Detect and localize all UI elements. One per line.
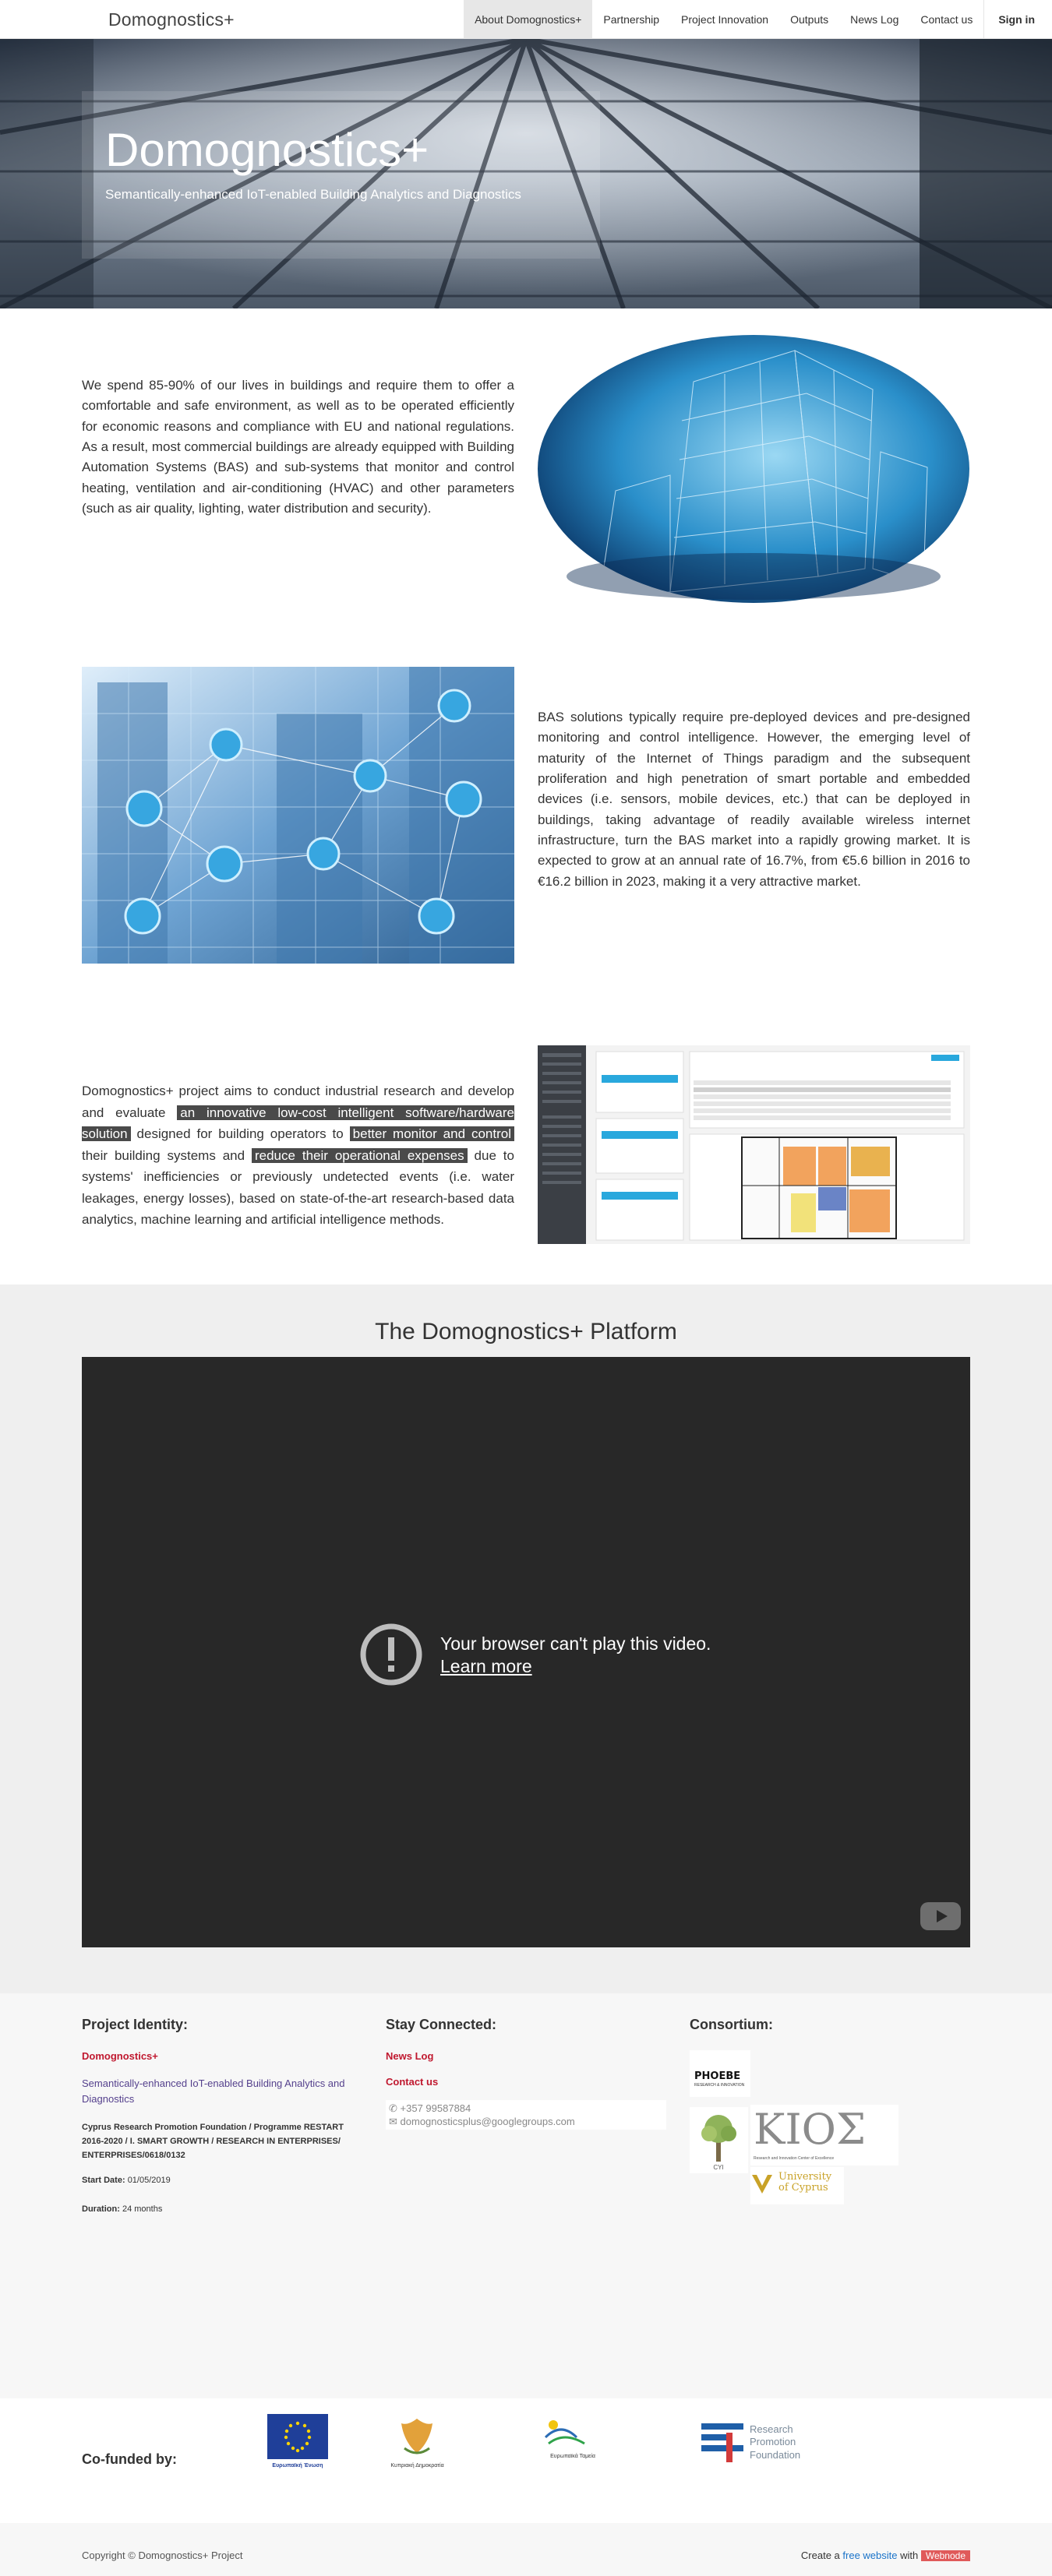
structural-funds-logo[interactable] bbox=[538, 2414, 608, 2469]
rpf-line2: Promotion bbox=[750, 2436, 796, 2448]
start-date-label: Start Date: bbox=[82, 2176, 125, 2186]
email-row bbox=[389, 2115, 663, 2128]
project-identity-heading: Project Identity: bbox=[82, 2017, 189, 2032]
video-player[interactable] bbox=[82, 1357, 970, 1947]
envelope-icon: ✉ bbox=[389, 2116, 397, 2127]
ucy-logo-line1: University bbox=[778, 2171, 832, 2183]
nav-item-outputs[interactable]: Outputs bbox=[790, 13, 829, 26]
video-error-text: Your browser can't play this video. bbox=[440, 1633, 711, 1654]
promo-with: with bbox=[897, 2550, 921, 2561]
free-website-link[interactable]: free website bbox=[842, 2550, 898, 2561]
video-error-message bbox=[440, 1633, 711, 1677]
iot-building-network-image bbox=[82, 667, 514, 964]
nav-item-project-innovation[interactable]: Project Innovation bbox=[681, 13, 769, 26]
programme-info: Cyprus Research Promotion Foundation / Programme RESTART 2016-2020 / I. SMART GROWTH / RESEARCH IN ENTERPRISES/ ENTERPRISES/0618/0132 bbox=[82, 2123, 344, 2161]
learn-more-link[interactable]: Learn more bbox=[440, 1656, 532, 1676]
duration-label: Duration: bbox=[82, 2204, 120, 2214]
warning-icon bbox=[358, 1622, 424, 1687]
footer-info bbox=[0, 1993, 1052, 2398]
bas-paragraph: BAS solutions typically require pre-deployed devices and pre-designed monitoring and control intelligence. However, the emerging level of maturity of the Internet of Things paradigm and the subsequent proliferation and high penetration of smart portable and embedded devices (i.e. sensors, mobile devices, etc.) that can be deployed in buildings, taking advantage of readily available wireless internet infrastructure, turn the BAS market into a rapidly growing market. It is expected to grow at an annual rate of 16.7%, from €5.6 billion in 2016 to €16.2 billion in 2023, making it a very attractive market. bbox=[538, 710, 970, 889]
aim-text-4: due to systems' inefficiencies or previously undetected events (i.e. water leakages, energy losses), based on state-of-the-art research-based data analytics, machine learning and artificial intelligence methods. bbox=[82, 1147, 514, 1228]
university-of-cyprus-logo[interactable] bbox=[750, 2167, 844, 2204]
rpf-emblem-icon bbox=[700, 2420, 745, 2465]
email-address[interactable]: domognosticsplus@googlegroups.com bbox=[400, 2116, 575, 2127]
duration-value: 24 months bbox=[122, 2204, 163, 2214]
ucy-logo-text bbox=[778, 2172, 831, 2194]
phone-icon: ✆ bbox=[389, 2102, 397, 2114]
contact-us-link[interactable]: Contact us bbox=[386, 2076, 439, 2088]
kios-logo[interactable] bbox=[750, 2105, 898, 2165]
cyi-logo-text: CYI bbox=[713, 2164, 724, 2171]
aim-text-2: designed for building operators to bbox=[130, 1126, 350, 1142]
hero-subtitle: Semantically-enhanced IoT-enabled Building Analytics and Diagnostics bbox=[105, 187, 521, 202]
site-logo[interactable]: Domognostics+ bbox=[108, 9, 235, 30]
eu-logo[interactable] bbox=[267, 2414, 328, 2475]
phoebe-logo-subtext: RESEARCH & INNOVATION bbox=[694, 2083, 745, 2088]
duration bbox=[82, 2202, 347, 2216]
project-aim-section bbox=[0, 1004, 1052, 1284]
phoebe-logo[interactable] bbox=[690, 2050, 750, 2097]
kios-logo-subtext: Research and Innovation Center of Excellence bbox=[754, 2156, 835, 2161]
cyprus-logo-text: Κυπριακή Δημοκρατία bbox=[390, 2463, 444, 2469]
platform-title: The Domognostics+ Platform bbox=[375, 1319, 677, 1344]
contact-box bbox=[386, 2100, 666, 2130]
consortium-logos bbox=[690, 2050, 908, 2229]
start-date-value: 01/05/2019 bbox=[127, 2176, 171, 2186]
youtube-icon[interactable] bbox=[920, 1902, 961, 1930]
webnode-badge[interactable]: Webnode bbox=[921, 2550, 970, 2561]
rpf-logo-text bbox=[750, 2423, 800, 2461]
promo-create: Create a bbox=[800, 2550, 843, 2561]
copyright-text: Copyright © Domognostics+ Project bbox=[82, 2550, 243, 2561]
aim-highlight-3: reduce their operational expenses bbox=[252, 1148, 468, 1163]
project-aim-paragraph bbox=[82, 1080, 514, 1231]
hero-banner bbox=[0, 39, 1052, 308]
nav-menu bbox=[464, 0, 1052, 39]
nav-item-news-log[interactable]: News Log bbox=[850, 13, 899, 26]
stay-connected-heading: Stay Connected: bbox=[386, 2017, 497, 2032]
start-date bbox=[82, 2173, 347, 2187]
bas-section bbox=[0, 634, 1052, 1004]
dashboard-screenshot-image bbox=[538, 1038, 970, 1244]
eu-flag-icon bbox=[267, 2414, 328, 2459]
esif-emblem-icon bbox=[538, 2414, 608, 2450]
cofunded-label: Co-funded by: bbox=[82, 2451, 177, 2467]
sign-in-button[interactable]: Sign in bbox=[983, 0, 1052, 39]
project-tagline: Semantically-enhanced IoT-enabled Building Analytics and Diagnostics bbox=[82, 2077, 345, 2105]
tree-icon bbox=[690, 2107, 748, 2173]
cyprus-republic-logo[interactable] bbox=[384, 2414, 450, 2475]
nav-item-partnership[interactable]: Partnership bbox=[603, 13, 660, 26]
rpf-line1: Research bbox=[750, 2423, 793, 2435]
intro-paragraph: We spend 85-90% of our lives in buildings and require them to offer a comfortable and safe environment, as well as to be operated efficiently for economic reasons and compliance with EU and national regulations. As a result, most commercial buildings are already equipped with Building Automation Systems (BAS) and sub-systems that monitor and control heating, ventilation and air-conditioning (HVAC) and other parameters (such as air quality, lighting, water distribution and security). bbox=[82, 378, 514, 516]
copyright-bar bbox=[0, 2523, 1052, 2576]
consortium-column bbox=[690, 2017, 923, 2229]
phone-row bbox=[389, 2102, 663, 2115]
consortium-heading: Consortium: bbox=[690, 2017, 773, 2032]
phone-number[interactable]: +357 99587884 bbox=[400, 2102, 471, 2114]
webnode-promo bbox=[801, 2550, 970, 2561]
project-identity-column bbox=[82, 2017, 347, 2216]
aim-highlight-1: an innovative low-cost intelligent software/hardware solution bbox=[82, 1105, 514, 1142]
kios-logo-text: ΚΙΟΣ bbox=[754, 2105, 867, 2154]
research-promotion-foundation-logo[interactable] bbox=[700, 2420, 817, 2475]
stay-connected-column bbox=[386, 2017, 666, 2130]
aim-highlight-2: better monitor and control bbox=[350, 1126, 514, 1141]
aim-text-3: their building systems and bbox=[82, 1147, 252, 1163]
project-name: Domognostics+ bbox=[82, 2050, 158, 2062]
wireframe-building-image bbox=[538, 335, 970, 604]
eu-logo-text: Ευρωπαϊκή Ένωση bbox=[272, 2463, 323, 2469]
cyi-logo[interactable] bbox=[690, 2107, 748, 2173]
esif-logo-text: Ευρωπαϊκά Ταμεία bbox=[550, 2454, 595, 2459]
platform-section bbox=[0, 1284, 1052, 1993]
top-nav bbox=[0, 0, 1052, 39]
nav-item-contact[interactable]: Contact us bbox=[920, 13, 973, 26]
ucy-logo-line2: of Cyprus bbox=[778, 2182, 828, 2194]
phoebe-logo-text: PHOEBE bbox=[694, 2070, 741, 2082]
ucy-emblem-icon bbox=[750, 2172, 774, 2195]
cyprus-emblem-icon bbox=[384, 2414, 450, 2459]
intro-section bbox=[0, 308, 1052, 634]
aim-text-1: Domognostics+ project aims to conduct industrial research and develop and evaluate bbox=[82, 1084, 514, 1120]
cofunded-section bbox=[0, 2398, 1052, 2523]
hero-title: Domognostics+ bbox=[105, 124, 429, 176]
rpf-line3: Foundation bbox=[750, 2448, 801, 2461]
nav-item-about[interactable]: About Domognostics+ bbox=[464, 0, 592, 39]
news-log-link[interactable]: News Log bbox=[386, 2050, 434, 2062]
